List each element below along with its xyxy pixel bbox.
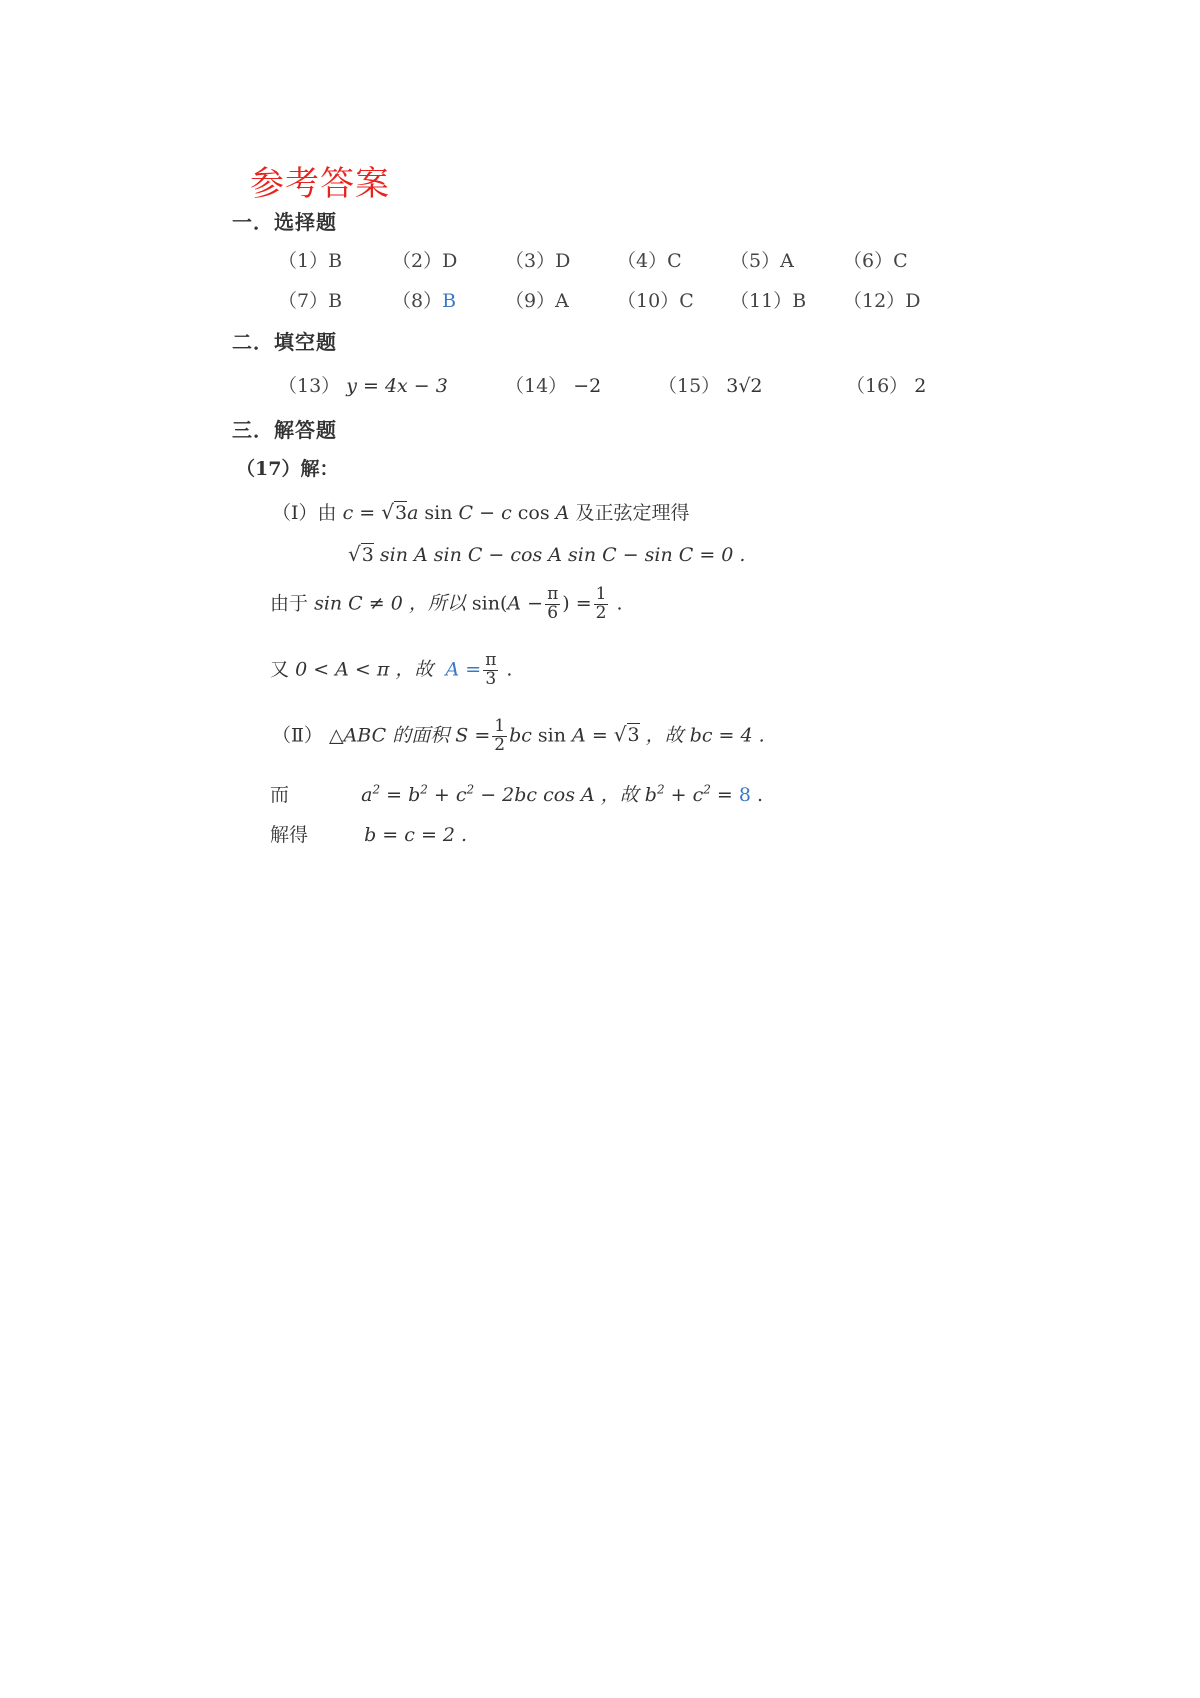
choice-num: （2） bbox=[392, 250, 443, 272]
choice-item bbox=[730, 286, 806, 313]
choice-item bbox=[843, 246, 908, 273]
question-17-label: （17）解： bbox=[236, 458, 339, 480]
section-solution-heading: 三．解答题 bbox=[232, 418, 337, 442]
fill-item-16 bbox=[846, 371, 926, 398]
fraction-pi-6 bbox=[545, 586, 560, 623]
eq-bc: bc bbox=[509, 724, 532, 747]
again-prefix: 又 bbox=[270, 658, 290, 681]
choice-num: （9） bbox=[505, 290, 556, 312]
choice-num: （6） bbox=[843, 250, 894, 272]
part2-label: （Ⅱ） bbox=[272, 724, 323, 747]
choice-answer: B bbox=[328, 290, 343, 312]
page-title: 参考答案 bbox=[250, 164, 390, 204]
sqrt-3: 3 bbox=[394, 502, 408, 524]
choice-item bbox=[278, 246, 342, 273]
part1-line: （Ⅰ）由 c = √3a sin C − c cos A 及正弦定理得 bbox=[272, 500, 690, 524]
fill-answer: −2 bbox=[573, 375, 602, 397]
because-mid: sin C ≠ 0 ，所以 bbox=[314, 592, 466, 615]
sqrt-icon: √ bbox=[348, 542, 361, 566]
solve-label: 解得 bbox=[270, 824, 309, 846]
eq-A: A bbox=[507, 592, 522, 615]
fill-num: （14） bbox=[505, 375, 568, 397]
fraction-pi-3 bbox=[483, 652, 498, 689]
frac-den: 3 bbox=[485, 668, 497, 689]
fraction-1-2 bbox=[594, 586, 609, 623]
and-line: 而 $a^2 = b^2 + c^2 - 2bc$ cos A ，故 $b^2 + c^2 = 8$ . bbox=[270, 782, 764, 806]
choice-num: （3） bbox=[505, 250, 556, 272]
sqrt-3: 3 bbox=[627, 724, 640, 747]
frac-num: π bbox=[547, 584, 559, 604]
eq-A: A bbox=[555, 502, 570, 524]
fill-num: （13） bbox=[278, 375, 341, 397]
fill-item-15 bbox=[658, 371, 763, 398]
choice-num: （8） bbox=[392, 290, 443, 312]
fill-num: （16） bbox=[846, 375, 909, 397]
choice-answer: D bbox=[555, 250, 571, 272]
sqrt-icon: √ bbox=[381, 500, 394, 524]
again-mid: 0 < A < π ，故 bbox=[295, 658, 434, 681]
choice-num: （12） bbox=[843, 290, 906, 312]
eq-c2: c bbox=[501, 502, 512, 524]
choice-answer: B bbox=[442, 290, 457, 312]
equation-1-text: sin A sin C − cos A sin C − sin C = 0 . bbox=[379, 544, 746, 566]
solve-line bbox=[270, 820, 467, 847]
choice-num: （7） bbox=[278, 290, 329, 312]
choice-num: （11） bbox=[730, 290, 793, 312]
part2-line: （Ⅱ） △ABC 的面积 S = $\frac{1}{2}$ bc sin A = √3 ，故 bc = 4 . bbox=[272, 716, 765, 755]
part2-text1: △ABC 的面积 bbox=[328, 724, 450, 747]
result-8: 8 bbox=[732, 784, 751, 806]
section-multiple-choice-heading: 一．选择题 bbox=[232, 210, 337, 234]
because-prefix: 由于 bbox=[270, 592, 309, 615]
choice-answer: A bbox=[555, 290, 569, 312]
choice-item bbox=[730, 246, 794, 273]
fill-answer: 2 bbox=[914, 375, 927, 397]
choice-item bbox=[505, 286, 569, 313]
choice-answer: B bbox=[328, 250, 343, 272]
choice-num: （1） bbox=[278, 250, 329, 272]
sqrt-icon: √ bbox=[613, 722, 627, 747]
choice-item bbox=[392, 286, 456, 313]
fill-answer: y = 4x − 3 bbox=[346, 375, 448, 397]
choice-answer: C bbox=[679, 290, 694, 312]
fill-answer: 3√2 bbox=[726, 375, 763, 397]
frac-den: 6 bbox=[547, 602, 559, 623]
eq-c: c bbox=[342, 502, 354, 524]
choice-num: （4） bbox=[617, 250, 668, 272]
frac-num: 1 bbox=[595, 584, 607, 604]
eq-A: A bbox=[572, 724, 586, 747]
choice-answer: C bbox=[893, 250, 908, 272]
eq-b2c2: $b^2 + c^2$ = bbox=[644, 782, 733, 806]
part2-text2: ，故 bc = 4 . bbox=[645, 724, 765, 747]
part1-suffix: 及正弦定理得 bbox=[575, 502, 690, 524]
frac-den: 2 bbox=[595, 602, 607, 623]
result-A: A = bbox=[439, 658, 482, 681]
choice-item bbox=[278, 286, 342, 313]
choice-answer: C bbox=[667, 250, 682, 272]
part1-label: （Ⅰ）由 bbox=[272, 502, 337, 524]
choice-answer: B bbox=[792, 290, 807, 312]
fill-item-13 bbox=[278, 371, 448, 398]
choice-item bbox=[505, 246, 570, 273]
eq-a2: $a^2 = b^2 + c^2$ bbox=[361, 782, 475, 806]
eq-S: S bbox=[455, 724, 469, 747]
frac-num: π bbox=[485, 650, 497, 670]
again-line: 又 0 < A < π ，故 A = $\frac{\pi}{3}$ . bbox=[270, 650, 513, 689]
choice-answer: A bbox=[780, 250, 794, 272]
frac-num: 1 bbox=[494, 716, 506, 736]
equation-line-1 bbox=[348, 542, 745, 566]
choice-item bbox=[392, 246, 457, 273]
solve-equation: b = c = 2 . bbox=[364, 824, 468, 846]
fill-num: （15） bbox=[658, 375, 721, 397]
choice-answer: D bbox=[442, 250, 458, 272]
choice-answer: D bbox=[905, 290, 921, 312]
fill-item-14 bbox=[505, 371, 601, 398]
choice-num: （5） bbox=[730, 250, 781, 272]
and-equation: − 2bc cos A ，故 bbox=[480, 784, 639, 806]
choice-item bbox=[617, 246, 682, 273]
choice-item bbox=[843, 286, 920, 313]
section-fill-blank-heading: 二．填空题 bbox=[232, 330, 337, 354]
choice-item bbox=[617, 286, 694, 313]
choice-num: （10） bbox=[617, 290, 680, 312]
sqrt-3: 3 bbox=[361, 544, 374, 566]
and-label: 而 bbox=[270, 784, 290, 806]
eq-a: a bbox=[407, 502, 419, 524]
fraction-1-2 bbox=[492, 718, 507, 755]
because-line: 由于 sin C ≠ 0 ，所以 sin(A − $\frac{\pi}{6}$ ) = $\frac{1}{2}$ . bbox=[270, 584, 623, 623]
frac-den: 2 bbox=[494, 734, 506, 755]
eq-C: C bbox=[452, 502, 474, 524]
